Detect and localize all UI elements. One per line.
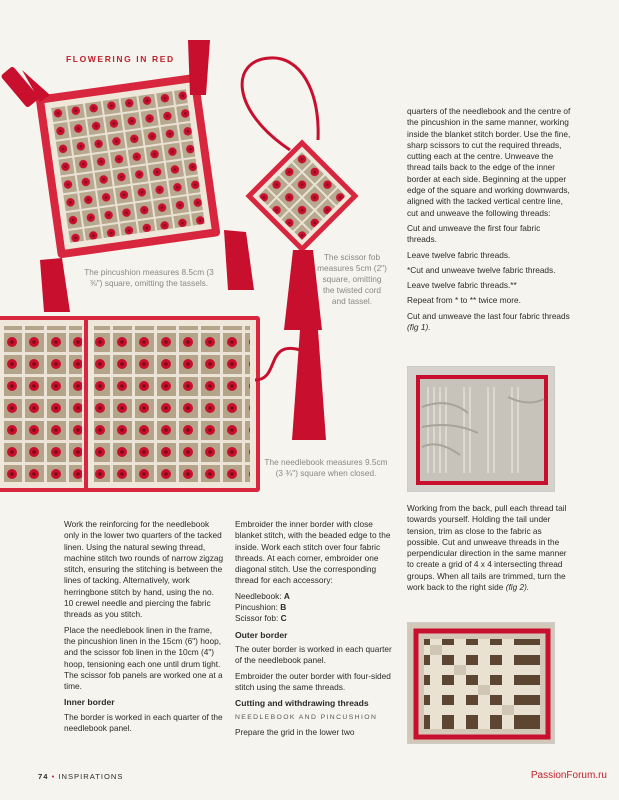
- paragraph: Cut and unweave the last four fabric threads (fig 1).: [407, 310, 570, 333]
- heading-inner-border: Inner border: [64, 697, 115, 708]
- heading-cutting: Cutting and withdrawing threads: [235, 698, 369, 709]
- scissor-fob-cord: [242, 58, 318, 150]
- figure-2: [407, 622, 555, 744]
- page-number: 74: [38, 772, 49, 781]
- figure-1-image: [408, 367, 555, 492]
- paragraph: The outer border is worked in each quarter of the needlebook panel.: [235, 643, 392, 666]
- list-item: Pincushion: B: [235, 602, 287, 613]
- paragraph: Work the reinforcing for the needlebook only in the lower two quarters of the tacked linen. Using the natural sewing thread, machine stitch two rounds of narrow zigzag stitch, ensuring the stitching is between the lines of tacking. Alternatively, work herringbone stitch by hand, using the no. 10 crewel needle and piercing the fabric threads as you stitch.: [64, 519, 224, 620]
- text-column-3: [407, 106, 571, 337]
- paragraph: Repeat from * to ** twice more.: [407, 295, 521, 306]
- heading-outer-border: Outer border: [235, 629, 288, 640]
- scissor-fob-illustration: [245, 139, 358, 252]
- footer-separator: •: [51, 772, 56, 781]
- paragraph: Leave twelve fabric threads.: [407, 249, 511, 260]
- text-column-1: [64, 519, 224, 738]
- pincushion-illustration: [35, 73, 220, 258]
- section-title: FLOWERING IN RED: [66, 54, 175, 64]
- paragraph: quarters of the needlebook and the centre of the pincushion in the same manner, working inside the blanket stitch border. Use the fine, sharp scissors to cut the required threads, cutting each at the centre. Unweave the thread tails back to the edge of the inner border at each side. Beginning at the upper edge of the square and working downwards, aligned with the tacked vertical centre line, cut and unweave the following threads:: [407, 106, 571, 218]
- paragraph: Leave twelve fabric threads.**: [407, 280, 517, 291]
- subheading-needlebook-pincushion: NEEDLEBOOK AND PINCUSHION: [235, 714, 378, 722]
- thread-list: [235, 591, 395, 625]
- list-item: Scissor fob: C: [235, 613, 287, 624]
- needlebook-tassel: [292, 330, 326, 440]
- needlebook-illustration: [0, 316, 260, 492]
- paragraph: Prepare the grid in the lower two: [235, 726, 355, 737]
- paragraph: *Cut and unweave twelve fabric threads.: [407, 264, 556, 275]
- paragraph: Place the needlebook linen in the frame, the pincushion linen in the 15cm (6") hoop, and the scissor fob linen in the 10cm (4") hoop, tensioning each one until drum tight. The scissor fob panels are worked one at a time.: [64, 624, 223, 692]
- watermark: PassionForum.ru: [530, 770, 607, 781]
- paragraph: Cut and unweave the first four fabric threads.: [407, 222, 541, 245]
- caption-scissor-fob: The scissor fob measures 5cm (2") square, omitting the twisted cord and tassel.: [317, 252, 387, 306]
- list-item: Needlebook: A: [235, 590, 290, 601]
- paragraph: Embroider the inner border with close blanket stitch, with the beaded edge to the inside. Work each stitch over four fabric threads. At each corner, embroider one diagonal stitch. Use the corresponding thread for each accessory:: [235, 519, 391, 586]
- figure-2-image: [408, 623, 555, 744]
- caption-pincushion: The pincushion measures 8.5cm (3 ⅜") square, omitting the tassels.: [84, 267, 214, 288]
- paragraph: Embroider the outer border with four-sided stitch using the same threads.: [235, 670, 391, 692]
- text-column-2: [235, 519, 395, 742]
- text-column-3-continued: [407, 503, 567, 597]
- paragraph: The border is worked in each quarter of the needlebook panel.: [64, 711, 223, 734]
- figure-1: [407, 366, 555, 492]
- magazine-name: INSPIRATIONS: [58, 772, 124, 781]
- paragraph: Working from the back, pull each thread tail towards yourself. Holding the tail under tension, trim as close to the fabric as possible. Cut and unweave threads in the perpendicular direction in the same manner to create a grid of 4 x 4 intersecting thread groups. When all tails are trimmed, turn the work back to the right side (fig 2).: [407, 503, 567, 593]
- caption-needlebook: The needlebook measures 9.5cm (3 ¾") square when closed.: [264, 457, 388, 478]
- page-footer: [38, 772, 123, 781]
